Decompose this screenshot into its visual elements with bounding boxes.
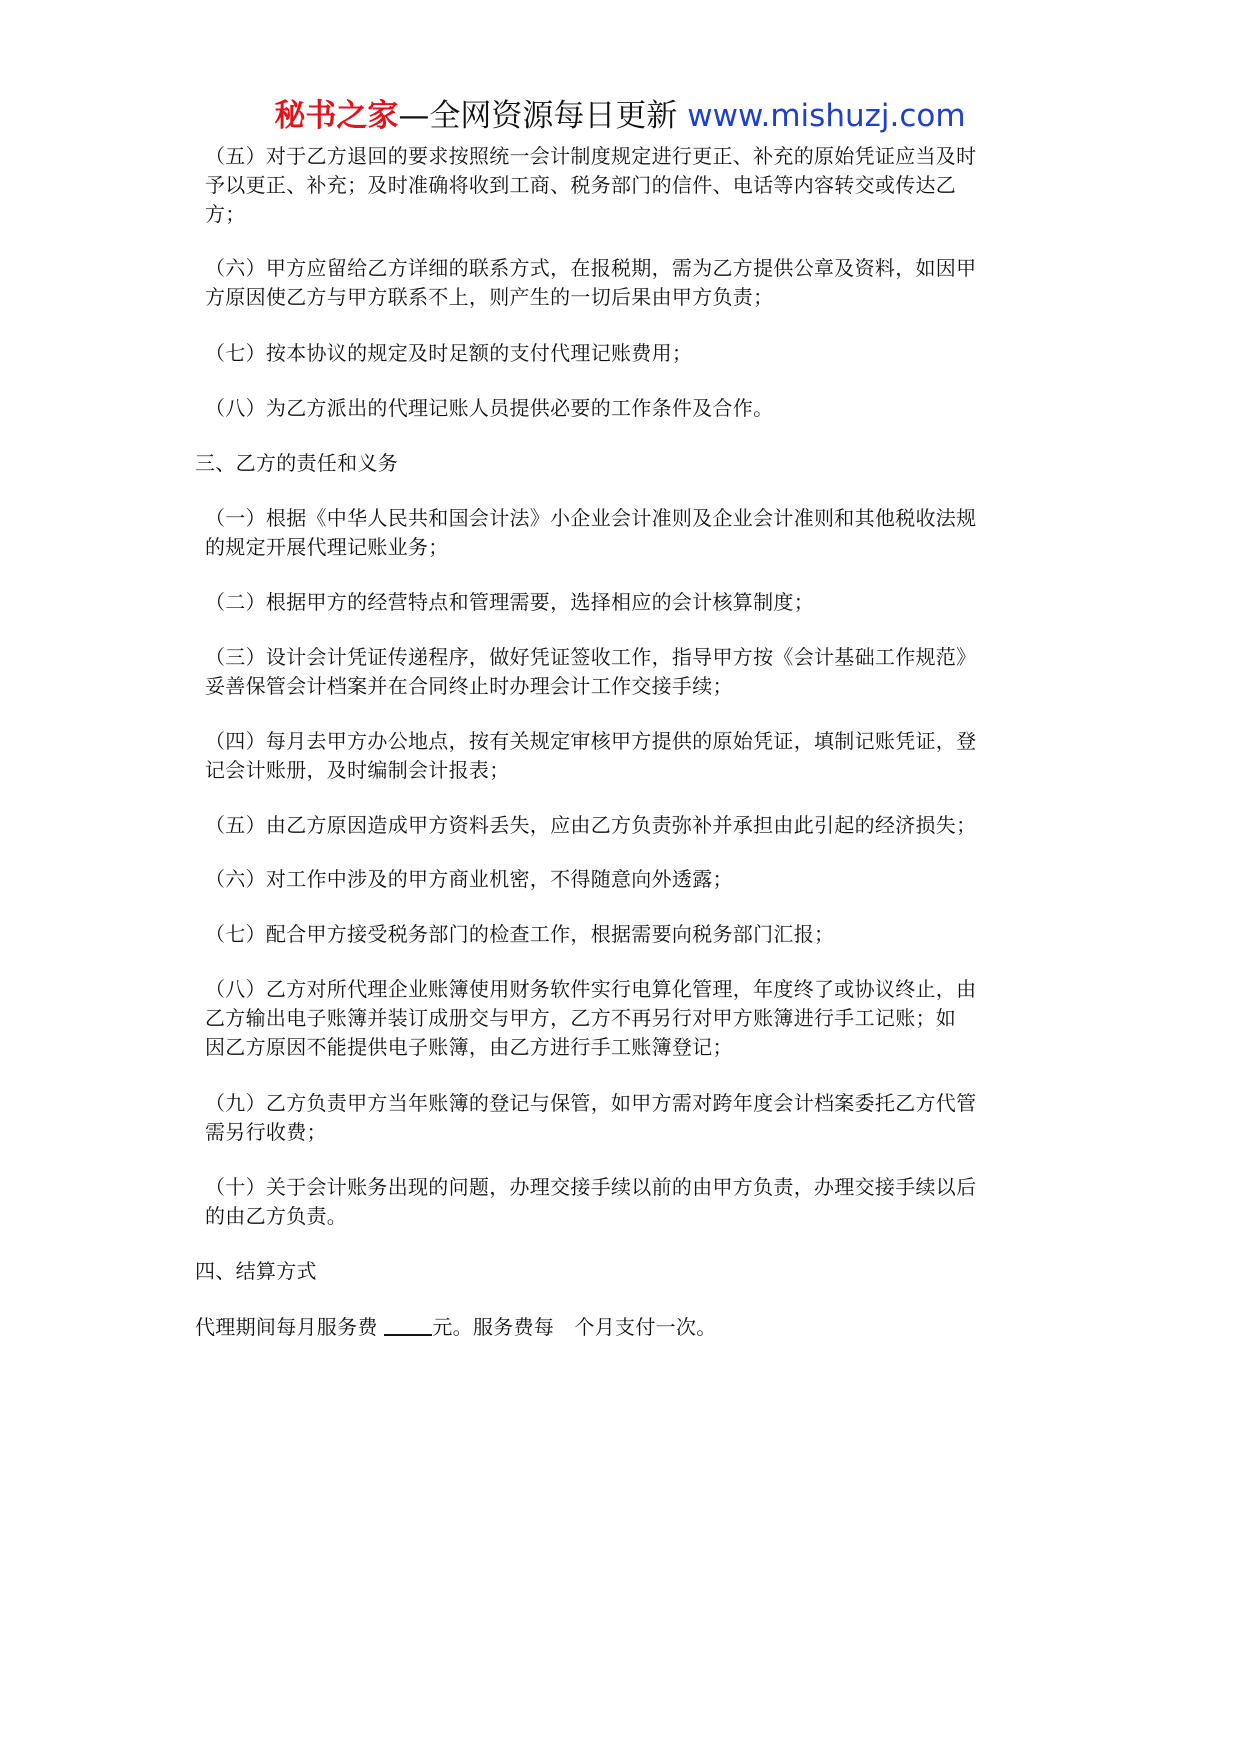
clause-line: （四）每月去甲方办公地点，按有关规定审核甲方提供的原始凭证，填制记账凭证，登 (205, 729, 977, 753)
settlement-text-before: 代理期间每月服务费 (195, 1315, 385, 1339)
clause-line: （三）设计会计凭证传递程序，做好凭证签收工作，指导甲方按《会计基础工作规范》 (205, 645, 977, 669)
site-url: www.mishuzj.com (687, 98, 966, 134)
clause-line: 记会计账册，及时编制会计报表； (205, 758, 510, 782)
fee-blank (384, 1316, 432, 1336)
clause-line: 妥善保管会计档案并在合同终止时办理会计工作交接手续； (205, 674, 733, 698)
clause-line: 的规定开展代理记账业务； (205, 535, 449, 559)
clause-line: （七）配合甲方接受税务部门的检查工作，根据需要向税务部门汇报； (205, 922, 835, 946)
section-heading: 三、乙方的责任和义务 (195, 451, 398, 475)
brand-name: 秘书之家 (274, 98, 399, 134)
clause-line: （八）乙方对所代理企业账簿使用财务软件实行电算化管理，年度终了或协议终止，由 (205, 977, 977, 1001)
clause-line: 予以更正、补充；及时准确将收到工商、税务部门的信件、电话等内容转交或传达乙 (205, 173, 957, 197)
clause-line: （五）由乙方原因造成甲方资料丢失，应由乙方负责弥补并承担由此引起的经济损失； (205, 813, 977, 837)
clause-line: 的由乙方负责。 (205, 1204, 348, 1228)
clause-line: （十）关于会计账务出现的问题，办理交接手续以前的由甲方负责，办理交接手续以后 (205, 1175, 977, 1199)
clause-line: （八）为乙方派出的代理记账人员提供必要的工作条件及合作。 (205, 396, 774, 420)
clause-line: （五）对于乙方退回的要求按照统一会计制度规定进行更正、补充的原始凭证应当及时 (205, 144, 977, 168)
header-slogan: —全网资源每日更新 (398, 98, 688, 134)
clause-line: （七）按本协议的规定及时足额的支付代理记账费用； (205, 341, 693, 365)
clause-line: （六）甲方应留给乙方详细的联系方式，在报税期，需为乙方提供公章及资料，如因甲 (205, 256, 977, 280)
clause-line: 因乙方原因不能提供电子账簿，由乙方进行手工账簿登记； (205, 1035, 733, 1059)
section-heading: 四、结算方式 (195, 1259, 317, 1283)
settlement-text-after: 元。服务费每 个月支付一次。 (432, 1315, 717, 1339)
settlement-line (195, 1314, 717, 1340)
clause-line: （二）根据甲方的经营特点和管理需要，选择相应的会计核算制度； (205, 590, 814, 614)
clause-line: 方； (205, 202, 246, 226)
clause-line: 乙方输出电子账簿并装订成册交与甲方，乙方不再另行对甲方账簿进行手工记账；如 (205, 1006, 957, 1030)
clause-line: 需另行收费； (205, 1120, 327, 1144)
clause-line: （六）对工作中涉及的甲方商业机密，不得随意向外透露； (205, 867, 733, 891)
site-header (0, 96, 1240, 136)
clause-line: （九）乙方负责甲方当年账簿的登记与保管，如甲方需对跨年度会计档案委托乙方代管 (205, 1091, 977, 1115)
clause-line: （一）根据《中华人民共和国会计法》小企业会计准则及企业会计准则和其他税收法规 (205, 506, 977, 530)
clause-line: 方原因使乙方与甲方联系不上，则产生的一切后果由甲方负责； (205, 285, 774, 309)
